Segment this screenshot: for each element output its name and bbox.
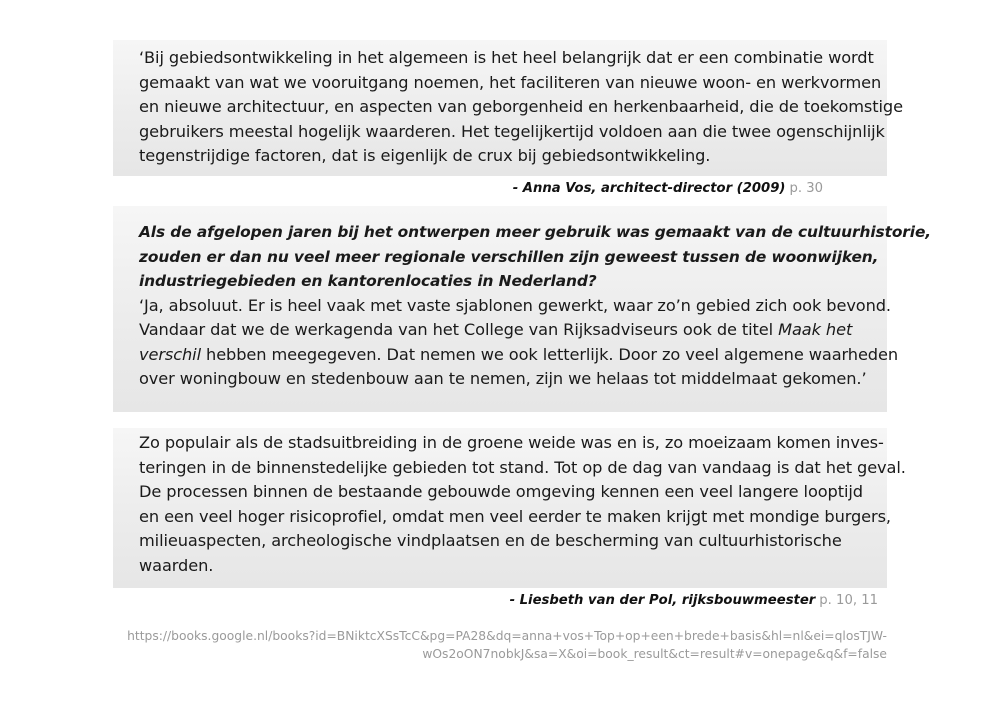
attribution-name: - Anna Vos, architect-director (2009): [512, 181, 786, 196]
quote-line: gebruikers meestal hogelijk waarderen. Het tegelijkertijd voldoen aan die twee ogenschijnlijk: [139, 121, 885, 141]
source-url: [107, 627, 887, 663]
url-line: https://books.google.nl/books?id=BNiktcXSsTcC&pg=PA28&dq=anna+vos+Top+op+een+brede+basis&hl=nl&ei=qlosTJW-: [127, 629, 887, 643]
quote-line: en een veel hoger risicoprofiel, omdat men veel eerder te maken krijgt met mondige burgers,: [139, 506, 891, 526]
quote-block-anna-vos: [113, 40, 903, 176]
answer-line: over woningbouw en stedenbouw aan te nemen, zijn we helaas tot middelmaat gekomen.’: [139, 369, 867, 388]
quote-line: teringen in de binnenstedelijke gebieden tot stand. Tot op de dag van vandaag is dat het geval.: [139, 457, 906, 477]
interview-block: [113, 206, 932, 412]
answer-line: [139, 318, 871, 343]
url-line: wOs2oON7nobkJ&sa=X&oi=book_result&ct=result#v=onepage&q&f=false: [422, 647, 887, 661]
answer-line: ‘Ja, absoluut. Er is heel vaak met vaste sjablonen gewerkt, waar zo’n gebied zich ook bevond.: [139, 295, 891, 315]
quote-block-van-der-pol: [113, 428, 906, 588]
question-line: industriegebieden en kantorenlocaties in Nederland?: [139, 272, 597, 290]
page-reference: p. 10, 11: [819, 593, 878, 608]
attribution-name: - Liesbeth van der Pol, rijksbouwmeester: [509, 593, 816, 608]
interview-answer: [139, 294, 898, 392]
question-line: Als de afgelopen jaren bij het ontwerpen meer gebruik was gemaakt van de cultuurhistorie,: [139, 223, 932, 241]
book-title-part: Maak het: [778, 320, 853, 339]
attribution-anna-vos: [513, 181, 823, 196]
quote-text: [139, 46, 903, 169]
quote-line: Zo populair als de stadsuitbreiding in de groene weide was en is, zo moeizaam komen inves-: [139, 433, 884, 452]
quote-text: [139, 431, 906, 578]
quote-line: waarden.: [139, 555, 214, 575]
quote-line: De processen binnen de bestaande gebouwde omgeving kennen een veel langere looptijd: [139, 482, 863, 501]
interview-question: [139, 220, 932, 294]
attribution-van-der-pol: [510, 593, 878, 608]
book-title-part: verschil: [139, 344, 201, 364]
quote-line: ‘Bij gebiedsontwikkeling in het algemeen is het heel belangrijk dat er een combinatie wordt: [139, 48, 874, 67]
quote-line: tegenstrijdige factoren, dat is eigenlijk de crux bij gebiedsontwikkeling.: [139, 146, 711, 165]
page-reference: p. 30: [789, 181, 823, 196]
question-line: zouden er dan nu veel meer regionale verschillen zijn geweest tussen de woonwijken,: [139, 247, 879, 266]
answer-line: [139, 343, 898, 368]
answer-text: Vandaar dat we de werkagenda van het College van Rijksadviseurs ook de titel: [139, 320, 779, 339]
quote-line: en nieuwe architectuur, en aspecten van geborgenheid en herkenbaarheid, die de toekomstige: [139, 97, 903, 116]
quote-line: gemaakt van wat we vooruitgang noemen, het faciliteren van nieuwe woon- en werkvormen: [139, 72, 882, 92]
answer-text: hebben meegegeven. Dat nemen we ook letterlijk. Door zo veel algemene waarheden: [200, 344, 898, 364]
quote-line: milieuaspecten, archeologische vindplaatsen en de bescherming van cultuurhistorische: [139, 531, 842, 550]
